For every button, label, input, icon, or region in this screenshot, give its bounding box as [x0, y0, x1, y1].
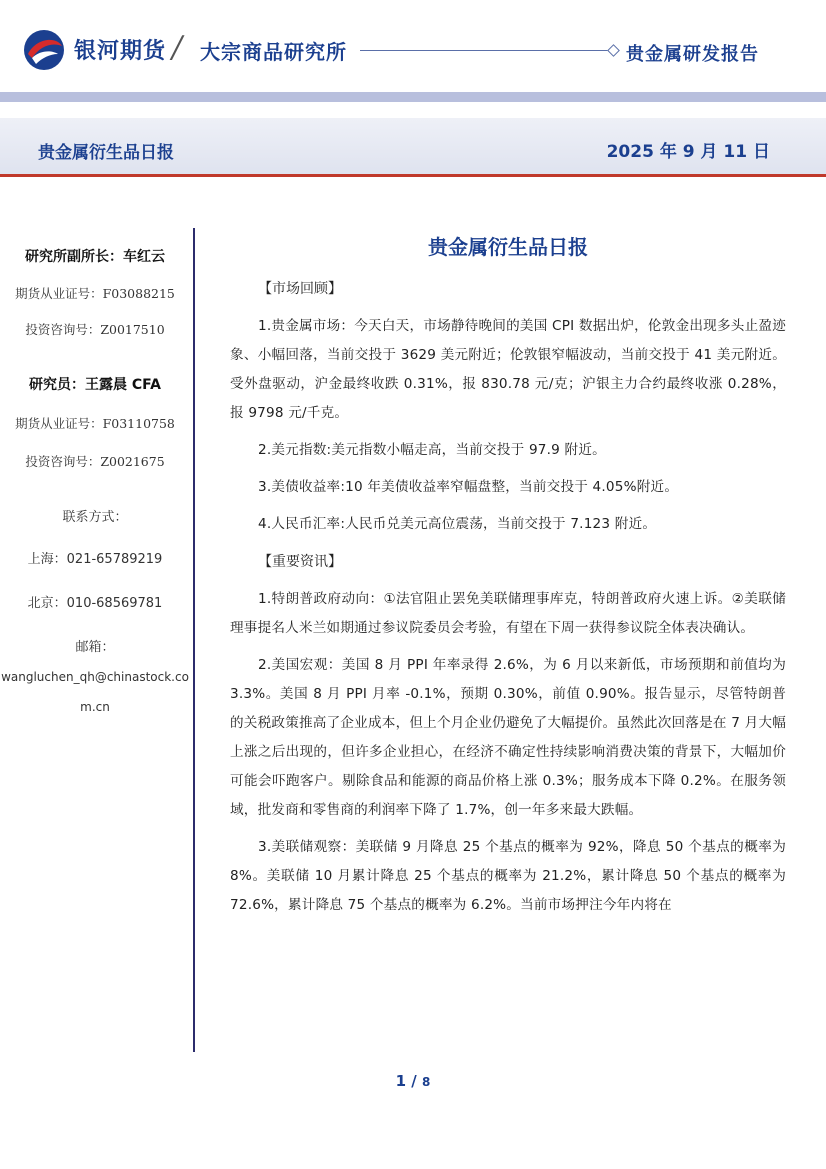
deputy-license: 期货从业证号：F03088215: [15, 286, 175, 301]
market-paragraph-4: 4.人民币汇率:人民币兑美元高位震荡，当前交投于 7.123 附近。: [258, 516, 657, 532]
header-separator: /: [172, 30, 183, 65]
deputy-consult-no: 投资咨询号：Z0017510: [25, 322, 165, 337]
page-footer: [0, 1072, 826, 1090]
email-label: 邮箱：: [75, 640, 115, 655]
section-heading-news: 【重要资讯】: [258, 554, 342, 570]
email-address-line1[interactable]: wangluchen_qh@chinastock.co: [1, 670, 189, 684]
news-paragraph-2: 2.美国宏观：美国 8 月 PPI 年率录得 2.6%，为 6 月以来新低，市场预期和前值均为 3.3%。美国 8 月 PPI 月率 -0.1%，预期 0.30%，前值 0.90%。报告显示，尽管特朗普的关税政策推高了企业成本，但上个月企业仍避免了大幅提价。虽然此次回落是在 7 月大幅上涨之后出现的，但许多企业担心，在经济不确定性持续影响消费决策的背景下，大幅加价可能会吓跑客户。剔除食品和能源的商品价格上涨 0.3%；服务成本下降 0.2%。在服务领域，批发商和零售商的利润率下降了 1.7%，创一年多来最大跌幅。: [230, 657, 786, 818]
document-title: 贵金属衍生品日报: [428, 235, 588, 259]
sidebar-divider: [193, 228, 195, 1052]
researcher-license: 期货从业证号：F03110758: [15, 416, 175, 431]
page-separator: /: [411, 1072, 417, 1090]
galaxy-logo-icon: [22, 28, 66, 72]
header-rule: [360, 50, 612, 51]
header-band: [0, 92, 826, 102]
title-bar: [0, 118, 826, 177]
institute-name: 大宗商品研究所: [200, 40, 347, 64]
page-total: 8: [422, 1075, 431, 1089]
shanghai-phone: 上海：021-65789219: [27, 552, 163, 567]
beijing-phone: 北京：010-68569781: [27, 596, 163, 611]
market-paragraph-3: 3.美债收益率:10 年美债收益率窄幅盘整，当前交投于 4.05%附近。: [258, 479, 679, 495]
diamond-icon: [607, 44, 620, 57]
report-name: 贵金属衍生品日报: [38, 143, 174, 163]
page-header: [0, 0, 826, 96]
report-type: 贵金属研发报告: [626, 44, 759, 65]
main-content: [230, 232, 786, 928]
brand-name: 银河期货: [74, 39, 167, 64]
report-date: 2025 年 9 月 11 日: [606, 142, 770, 162]
news-paragraph-3: 3.美联储观察：美联储 9 月降息 25 个基点的概率为 92%，降息 50 个基点的概率为 8%。美联储 10 月累计降息 25 个基点的概率为 21.2%，累计降息 50 个基点的概率为 72.6%，累计降息 75 个基点的概率为 6.2%。当前市场押注今年内将在: [230, 839, 786, 913]
author-sidebar: [0, 232, 189, 722]
section-heading-market: 【市场回顾】: [258, 281, 342, 297]
deputy-director: 研究所副所长：车红云: [25, 249, 165, 265]
email-address-line2[interactable]: m.cn: [80, 700, 110, 714]
news-paragraph-1: 1.特朗普政府动向：①法官阻止罢免美联储理事库克，特朗普政府火速上诉。②美联储理事提名人米兰如期通过参议院委员会考验，有望在下周一获得参议院全体表决确认。: [230, 591, 786, 636]
researcher-name: 研究员：王露晨 CFA: [29, 377, 161, 393]
researcher-consult-no: 投资咨询号：Z0021675: [25, 454, 165, 469]
contact-label: 联系方式：: [62, 510, 128, 525]
page-number: 1: [395, 1072, 407, 1090]
market-paragraph-2: 2.美元指数:美元指数小幅走高，当前交投于 97.9 附近。: [258, 442, 606, 458]
market-paragraph-1: 1.贵金属市场：今天白天，市场静待晚间的美国 CPI 数据出炉，伦敦金出现多头止盈迹象、小幅回落，当前交投于 3629 美元附近；伦敦银窄幅波动，当前交投于 41 美元附近。受外盘驱动，沪金最终收跌 0.31%，报 830.78 元/克；沪银主力合约最终收涨 0.28%，报 9798 元/千克。: [230, 318, 786, 421]
